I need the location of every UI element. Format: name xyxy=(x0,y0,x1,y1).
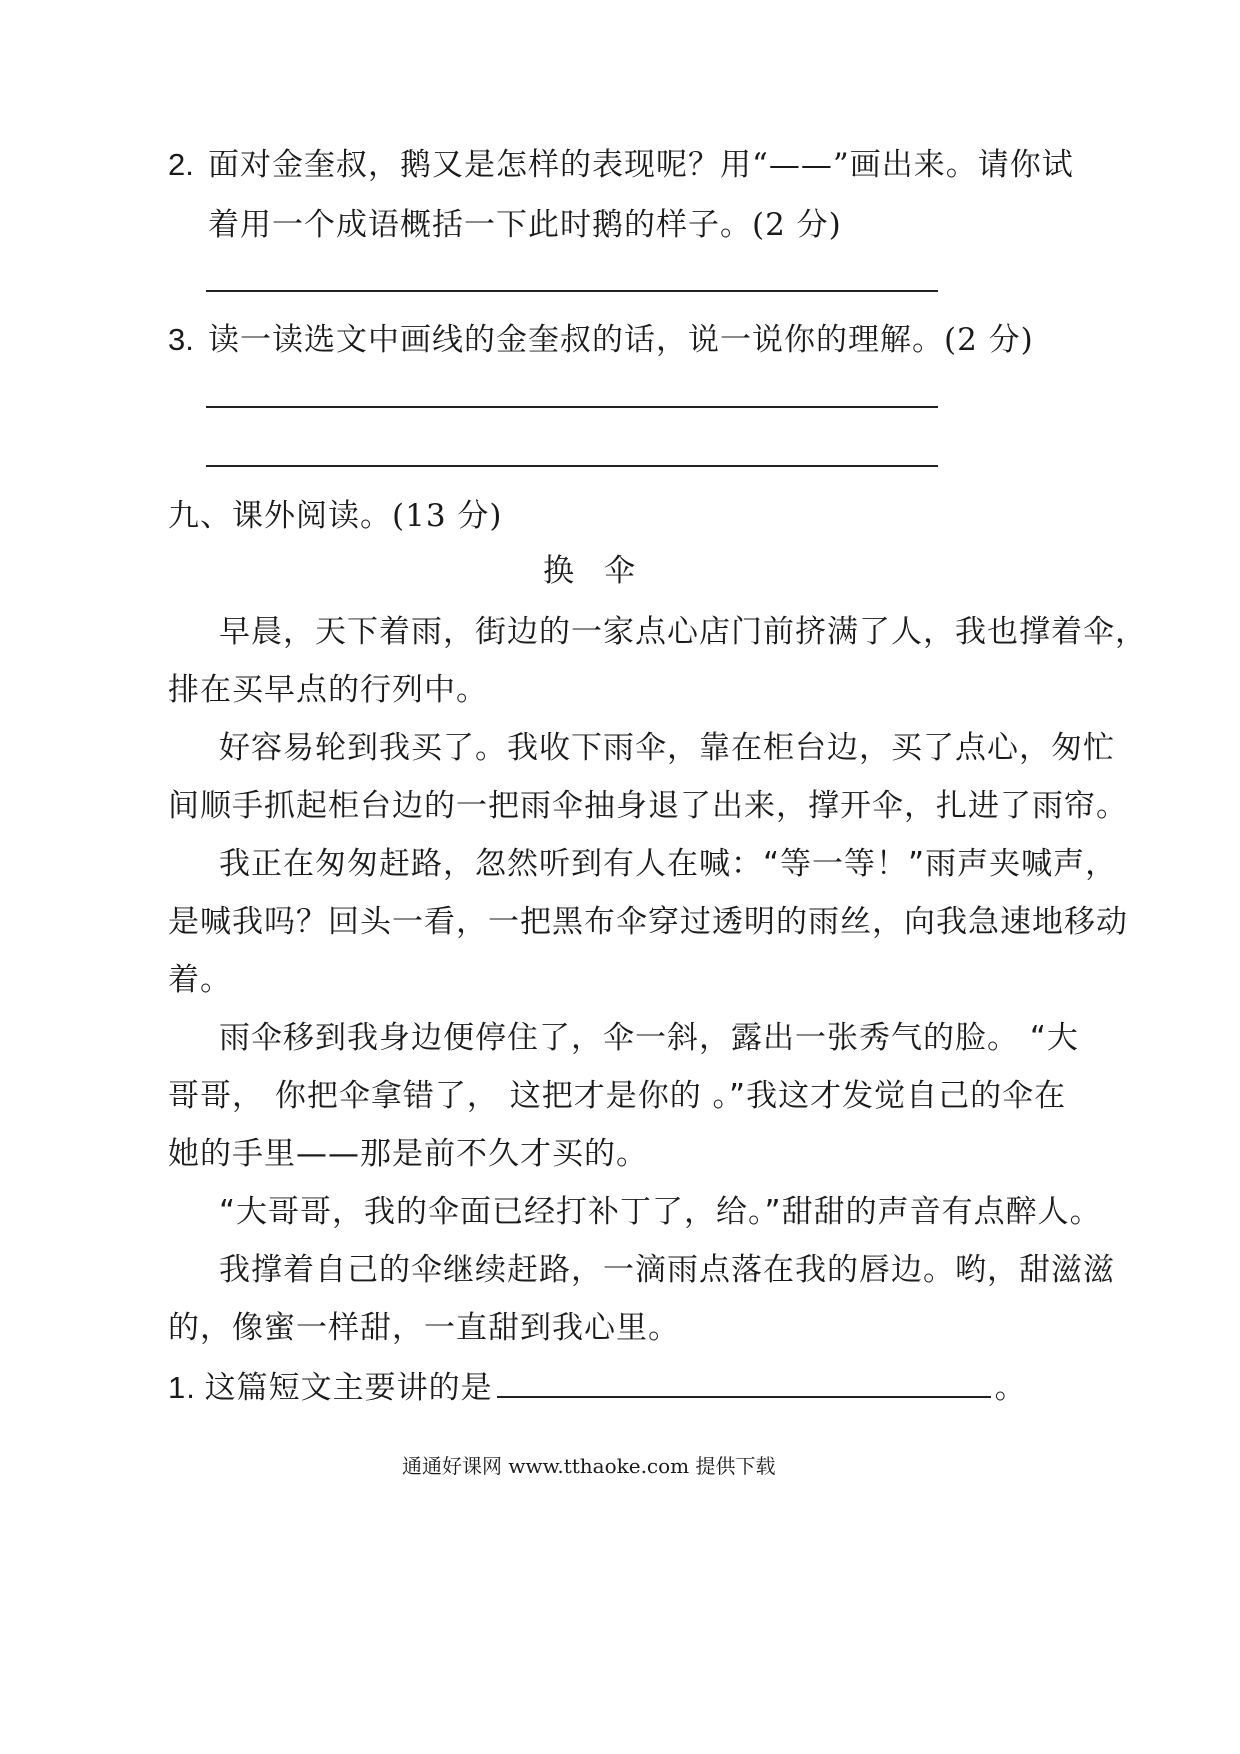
question-number: 3. xyxy=(168,322,194,357)
passage-line: 间顺手抓起柜台边的一把雨伞抽身退了出来，撑开伞，扎进了雨帘。 xyxy=(168,788,1128,824)
question-text: 读一读选文中画线的金奎叔的话，说一说你的理解。(2 分) xyxy=(208,322,1034,358)
passage-line: 雨伞移到我身边便停住了，伞一斜，露出一张秀气的脸。 “大 xyxy=(219,1020,1079,1056)
passage-line: 早晨，天下着雨，街边的一家点心店门前挤满了人，我也撑着伞， xyxy=(219,614,1147,650)
passage-line: 我撑着自己的伞继续赶路，一滴雨点落在我的唇边。哟，甜滋滋 xyxy=(219,1252,1115,1288)
page-footer: 通通好课网 www.tthaoke.com 提供下载 xyxy=(402,1454,776,1478)
question-number: 1. xyxy=(168,1370,196,1405)
answer-line[interactable] xyxy=(206,406,938,408)
question-text: 着用一个成语概括一下此时鹅的样子。(2 分) xyxy=(208,207,842,243)
passage-title: 换伞 xyxy=(543,553,665,589)
question-text: 这篇短文主要讲的是 xyxy=(204,1370,493,1405)
section-heading: 九、课外阅读。(13 分) xyxy=(168,498,503,534)
passage-line: 是喊我吗？回头一看，一把黑布伞穿过透明的雨丝，向我急速地移动 xyxy=(168,904,1128,940)
passage-line: 她的手里——那是前不久才买的。 xyxy=(168,1136,648,1172)
question-end: 。 xyxy=(994,1370,1027,1405)
passage-line: 排在买早点的行列中。 xyxy=(168,672,488,708)
passage-line: 的，像蜜一样甜，一直甜到我心里。 xyxy=(168,1310,680,1346)
passage-line: “大哥哥，我的伞面已经打补丁了，给。”甜甜的声音有点醉人。 xyxy=(219,1194,1102,1230)
passage-line: 哥哥， 你把伞拿错了， 这把才是你的 。”我这才发觉自己的伞在 xyxy=(168,1078,1067,1114)
answer-blank[interactable] xyxy=(497,1366,991,1398)
passage-line: 着。 xyxy=(168,962,232,998)
passage-line: 好容易轮到我买了。我收下雨伞，靠在柜台边，买了点心，匆忙 xyxy=(219,730,1115,766)
answer-line[interactable] xyxy=(206,465,938,467)
passage-line: 我正在匆匆赶路，忽然听到有人在喊：“等一等！”雨声夹喊声， xyxy=(219,846,1118,882)
question-text: 面对金奎叔，鹅又是怎样的表现呢？用“——”画出来。请你试 xyxy=(208,147,1074,183)
question-number: 2. xyxy=(168,147,194,182)
fill-in-question xyxy=(168,1366,1027,1408)
answer-line[interactable] xyxy=(206,290,938,292)
